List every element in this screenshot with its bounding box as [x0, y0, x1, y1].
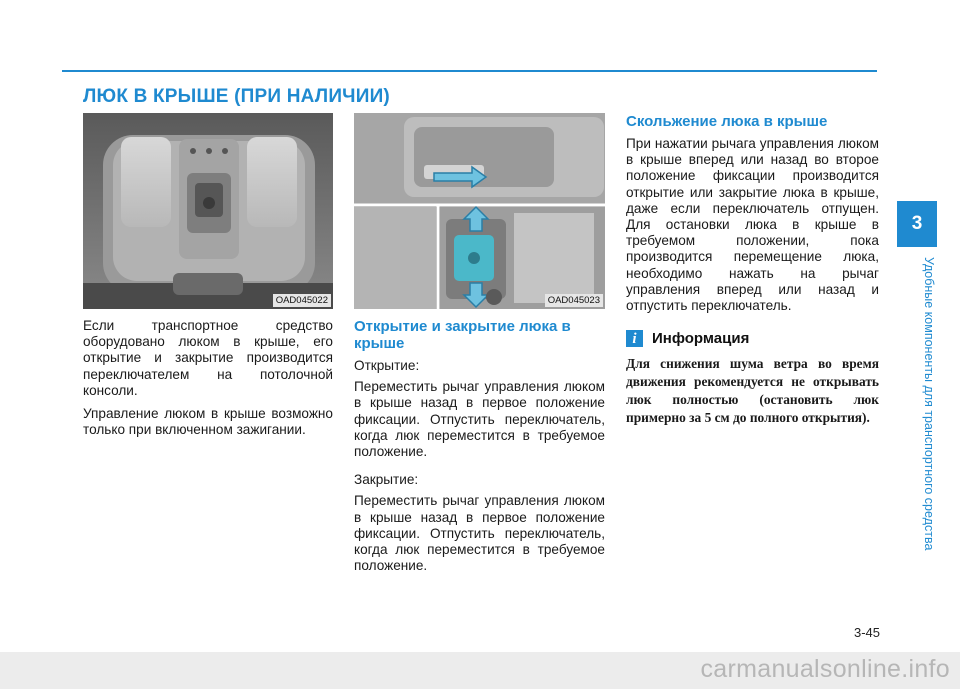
left-column — [83, 318, 333, 445]
sliding-text: При нажатии рычага управления люком в крыше вперед или назад во второе положение фиксации производится открытие или закрытие люка в крыше, даже если переключатель отпущен. Для остановки люка в крыше в требуемом положении, пока производится перемещение люка, необходимо нажать на рычаг управления вперед или назад и отпустить переключатель. — [626, 136, 879, 314]
right-column — [626, 113, 879, 434]
info-icon: i — [626, 330, 643, 347]
paragraph: Управление люком в крыше возможно только при включенном зажигании. — [83, 406, 333, 438]
closing-label: Закрытие: — [354, 472, 419, 488]
opening-label: Открытие: — [354, 358, 420, 373]
closing-text: Переместить рычаг управления люком в крыше назад в первое положение фиксации. Отпустить переключатель, когда люк переместится в требуемое положение. — [354, 493, 605, 574]
chapter-side-caption — [920, 257, 940, 587]
chapter-title: Удобные компоненты для транспортного средства — [922, 257, 936, 551]
opening-closing-heading: Открытие и закрытие люка в крыше — [354, 318, 571, 352]
info-header — [626, 330, 879, 347]
figure-code: OAD045023 — [545, 294, 603, 307]
overhead-console-illustration — [83, 113, 333, 309]
overhead-console-photo — [83, 113, 333, 309]
sunroof-switch-photo — [354, 113, 605, 309]
info-title: Информация — [652, 329, 750, 347]
info-text: Для снижения шума ветра во время движения рекомендуется не открывать люк полностью (остановить люк примерно за 5 см до полного открытия). — [626, 356, 879, 426]
section-title: ЛЮК В КРЫШЕ (ПРИ НАЛИЧИИ) — [83, 86, 390, 107]
watermark-bar — [0, 652, 960, 689]
middle-column — [354, 318, 605, 581]
page-number: 3-45 — [853, 625, 880, 640]
opening-text: Переместить рычаг управления люком в крыше назад в первое положение фиксации. Отпустить переключатель, когда люк переместится в требуемое положение. — [354, 379, 605, 460]
chapter-tab: 3 — [897, 201, 937, 247]
paragraph: Если транспортное средство оборудовано люком в крыше, его открытие и закрытие производится переключателем на потолочной консоли. — [83, 318, 333, 398]
sunroof-switch-illustration — [354, 113, 605, 309]
figure-code: OAD045022 — [273, 294, 331, 307]
sliding-heading: Скольжение люка в крыше — [626, 113, 828, 130]
watermark-text: carmanualsonline.info — [700, 655, 950, 683]
top-rule — [62, 70, 877, 72]
